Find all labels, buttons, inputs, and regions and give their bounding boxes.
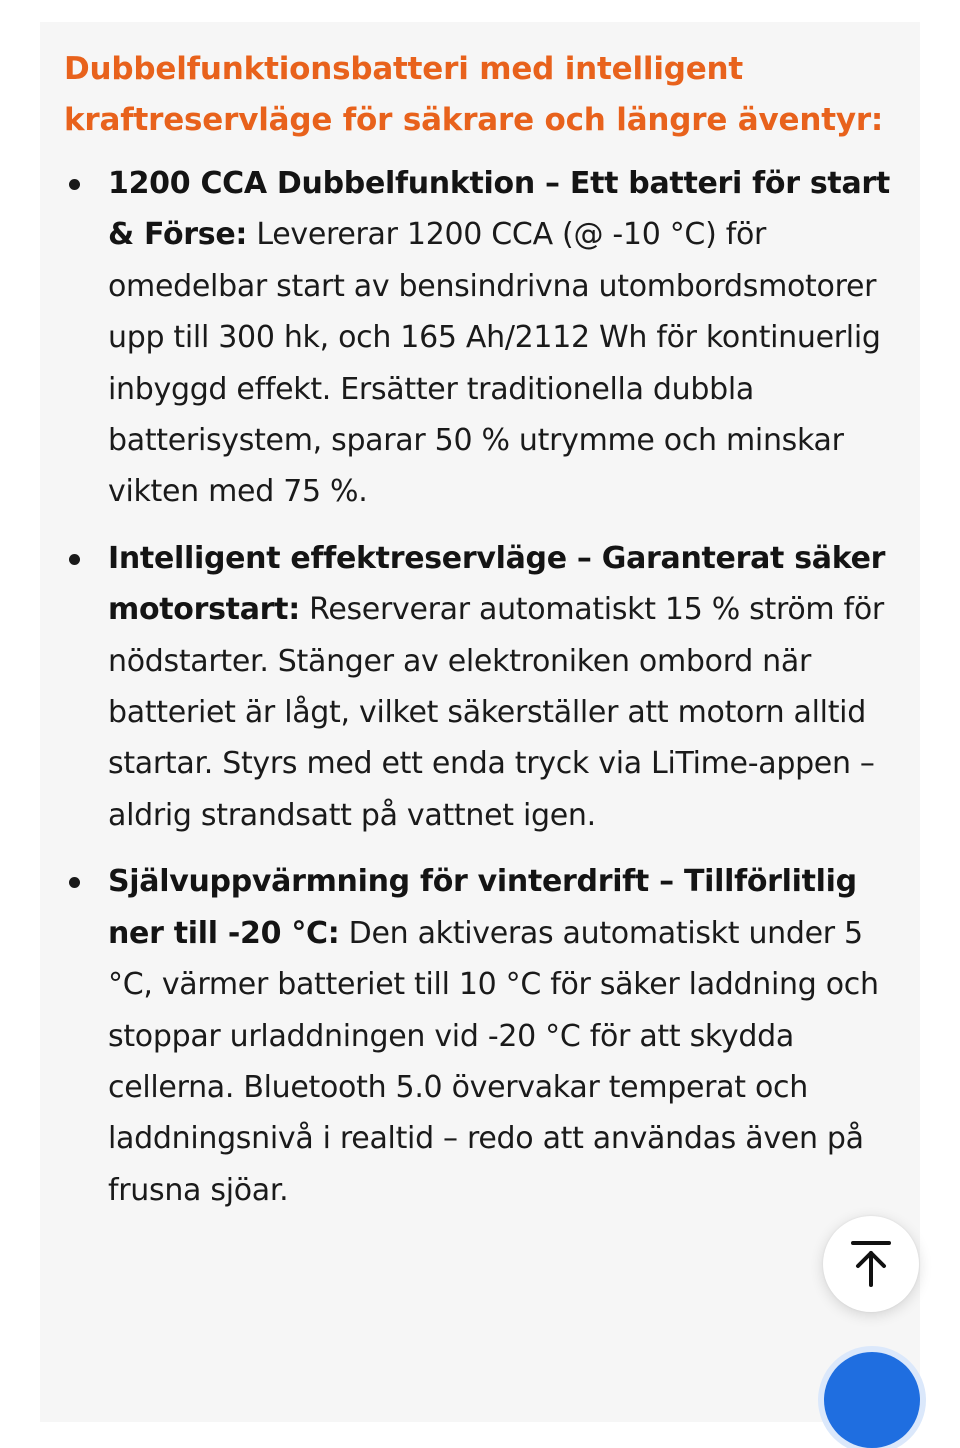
- bullet-icon: [69, 179, 80, 190]
- bullet-icon: [69, 877, 80, 888]
- arrow-up-to-line-icon: [849, 1239, 893, 1289]
- feature-text: Den aktiveras automatiskt under 5 °C, värmer batteriet till 10 °C för säker laddning och stoppar urladdningen vid -20 °C för att skydda cellerna. Bluetooth 5.0 övervakar temperat och laddningsnivå i realtid – redo att användas även på frusna sjöar.: [108, 915, 879, 1208]
- chat-button[interactable]: [824, 1352, 920, 1448]
- section-heading: Dubbelfunktionsbatteri med intelligent kraftreservläge för säkrare och längre äventyr:: [64, 51, 884, 138]
- feature-text: Reserverar automatiskt 15 % ström för nödstarter. Stänger av elektroniken ombord när batteriet är lågt, vilket säkerställer att motorn alltid startar. Styrs med ett enda tryck via LiTime-appen – aldrig strandsatt på vattnet igen.: [108, 592, 884, 833]
- feature-item: [0, 533, 960, 841]
- feature-item: [0, 856, 960, 1216]
- feature-text: Levererar 1200 CCA (@ -10 °C) för omedelbar start av bensindrivna utombordsmotorer upp till 300 hk, och 165 Ah/2112 Wh för kontinuerlig inbyggd effekt. Ersätter traditionella dubbla batterisystem, sparar 50 % utrymme och minskar vikten med 75 %.: [108, 217, 881, 510]
- feature-list: [0, 158, 960, 1231]
- feature-title: 1200 CCA Dubbelfunktion – Ett batteri för start & Förse:: [108, 166, 890, 253]
- feature-item: [0, 158, 960, 518]
- feature-title: Självuppvärmning för vinterdrift – Tillförlitlig ner till -20 °C:: [108, 864, 857, 951]
- bullet-icon: [69, 554, 80, 565]
- back-to-top-button[interactable]: [823, 1216, 919, 1312]
- feature-title: Intelligent effektreservläge – Garanterat säker motorstart:: [108, 540, 886, 628]
